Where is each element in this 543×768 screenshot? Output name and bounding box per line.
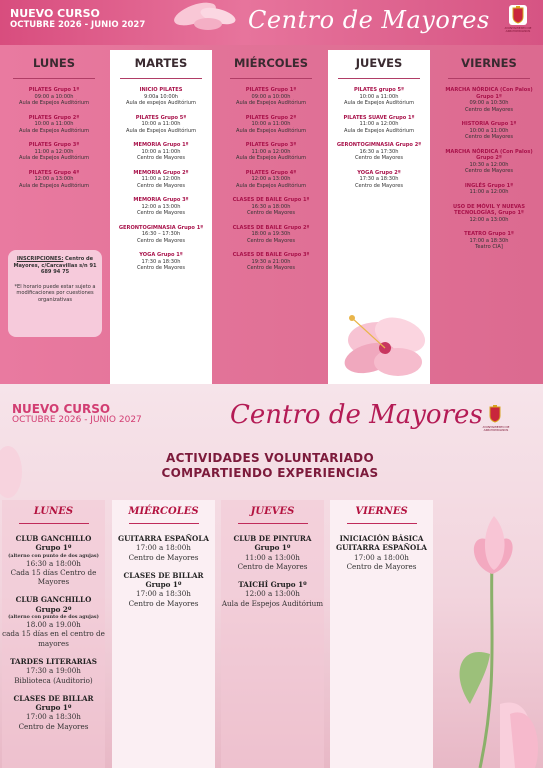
activity-entry (220, 87, 322, 107)
bday-column-miercoles (112, 500, 215, 768)
divider (13, 78, 95, 79)
inscripciones-box (8, 250, 102, 337)
title-line-1: ACTIVIDADES VOLUNTARIADO (166, 451, 374, 465)
activity-detail: Centro de Mayores (464, 106, 514, 113)
activity-detail: Centro de Mayores (136, 210, 186, 216)
activity-entry (3, 142, 105, 162)
activity-title: YOGA Grupo 1º (139, 252, 183, 258)
activity-detail: 10:00 a 11:00h (359, 93, 399, 100)
activity-entry (220, 170, 322, 190)
activity-entry (220, 115, 322, 135)
activity-detail: Aula de Espejos Auditórium (235, 182, 307, 189)
activity-entry (220, 252, 322, 272)
activity-detail: Centro de Mayores (136, 265, 186, 271)
divider (230, 78, 312, 79)
activity-detail: 11:00 a 12:00h (251, 148, 291, 155)
activity-title: MEMORIA Grupo 1º (133, 142, 189, 148)
activity-detail: Centro de Mayores (128, 552, 199, 562)
activity-detail: Biblioteca (Auditorio) (14, 675, 93, 685)
activity-detail: Centro de Mayores (246, 265, 296, 271)
activity-detail: Teatro CIA] (475, 244, 503, 250)
activity-detail: Centro de Mayores (464, 168, 514, 174)
activity-detail: 10:00 a 11:00h (34, 121, 74, 127)
activity-detail: 11:00 a 13:00h (245, 552, 300, 562)
seal-text-bottom: AYUNTAMIENTO DE ARROYOMOLINOS (482, 425, 510, 432)
activity-detail: Aula de Espejos Auditórium (221, 598, 324, 608)
activity-detail: 11:00 a 12:00h (469, 189, 509, 195)
activity-entry (328, 115, 430, 135)
activity-entry (2, 595, 105, 647)
activity-title: MARCHA NÓRDICA (Con Palos) Grupo 1º (445, 87, 533, 100)
activity-title: CLASES DE BAILE Grupo 1º (232, 197, 310, 203)
activity-entry (438, 87, 540, 113)
activity-title: PILATES Grupo 2º (245, 114, 297, 121)
day-column-martes (110, 50, 212, 384)
activity-entry (438, 121, 540, 141)
title-line-2: COMPARTIENDO EXPERIENCIAS (161, 466, 379, 480)
activity-title: PILATES Grupo 4º (245, 169, 297, 176)
activity-detail: Centro de Mayores (18, 721, 89, 731)
activity-title: PILATES Grupo 3º (28, 142, 80, 148)
flower-icon (0, 444, 30, 504)
bday-column-viernes (330, 500, 433, 768)
activity-title: YOGA Grupo 2º (357, 169, 401, 176)
activity-detail: Aula de Espejos Auditórium (18, 182, 90, 189)
bottom-schedule (0, 384, 543, 768)
flower-icon (170, 0, 240, 36)
activity-title: GERONTOGIMNASIA Grupo 2º (336, 142, 422, 148)
activity-detail: 11:00 a 12:00h (141, 176, 181, 182)
activity-detail: Aula de espejos Auditórium (126, 100, 196, 106)
activity-title: CLUB DE PINTURA Grupo 1º (233, 534, 312, 553)
activity-detail: Centro de Mayores (237, 561, 308, 571)
activity-entry (3, 115, 105, 135)
activity-entry (438, 149, 540, 175)
day-heading: LUNES (32, 56, 76, 70)
activity-detail: 11:00 a 12:00h (359, 121, 399, 127)
activity-detail: 16:30 a 18:00h (26, 558, 81, 568)
activity-title: USO DE MÓVIL Y NUEVAS TECNOLOGÍAS, Grupo 1º (452, 203, 526, 216)
activity-detail: Aula de Espejos Auditórium (235, 155, 307, 161)
activity-detail: Centro de Mayores (464, 134, 514, 140)
activity-title: GUITARRA ESPAÑOLA (118, 534, 209, 543)
brand-title-bottom: Centro de Mayores (230, 400, 483, 430)
bday-column-jueves (221, 500, 324, 768)
activity-title: CLASES DE BAILE Grupo 3º (232, 252, 310, 258)
activity-note: (alterno con punto de dos agujas) (8, 614, 99, 621)
activity-title: TEATRO Grupo 1º (464, 231, 514, 237)
activity-title: TAICHÍ Grupo 1º (238, 580, 307, 590)
activity-detail: 18:00 a 19:30h (251, 231, 291, 237)
activity-entry (220, 197, 322, 217)
actividades-title (120, 451, 420, 481)
fechas-bottom: OCTUBRE 2026 - JUNIO 2027 (12, 415, 142, 425)
divider (347, 523, 417, 524)
day-heading: MARTES (134, 56, 188, 70)
nota: *El horario puede estar sujeto a modificaciones por cuestiones organizativas (14, 283, 96, 303)
activity-title: MARCHA NÓRDICA (Con Palos) Grupo 2º (445, 148, 533, 161)
day-heading: JUEVES (355, 56, 403, 70)
activity-detail: Aula de Espejos Auditórium (343, 100, 415, 106)
activity-detail: Aula de Espejos Auditórium (125, 127, 197, 134)
activity-entry (438, 183, 540, 196)
activity-detail: 17:00 a 18:00h (136, 543, 191, 553)
activity-detail: 17:30 a 18:30h (141, 258, 181, 265)
day-heading: LUNES (33, 506, 74, 517)
activity-entry (112, 534, 215, 562)
activity-detail: 9:00a 10:00h (143, 93, 179, 100)
activity-entry (328, 170, 430, 190)
activity-title: GERONTOGIMNASIA Grupo 1º (118, 224, 204, 231)
activity-detail: 10:30 a 12:00h (469, 161, 509, 168)
activity-detail: 10:00 a 11:00h (251, 121, 291, 127)
activity-title: CLUB GANCHILLO Grupo 1º (15, 534, 92, 553)
activity-detail: Centro de Mayores (136, 155, 186, 161)
seal-icon (509, 5, 527, 25)
activity-detail: 16:30 a 18:00h (251, 203, 291, 210)
activity-detail: 17:30 a 18:30h (359, 176, 399, 182)
activity-entry (2, 534, 105, 586)
nuevo-curso: NUEVO CURSO (10, 7, 100, 20)
divider (238, 523, 308, 524)
divider (120, 78, 202, 79)
activity-detail: 12:00 a 13:00h (141, 203, 181, 210)
activity-entry (220, 142, 322, 162)
activity-entry (110, 115, 212, 135)
activity-detail: 10:00 a 11:00h (141, 148, 181, 155)
day-column-miercoles (220, 50, 322, 384)
activity-entry (438, 204, 540, 224)
activity-entry (112, 571, 215, 608)
divider (448, 78, 530, 79)
activity-title: INGLÉS Grupo 1º (464, 182, 514, 189)
activity-detail: Centro de Mayores (136, 237, 186, 244)
activity-detail: Aula de Espejos Auditórium (18, 155, 90, 161)
activity-detail: Aula de Espejos Auditórium (235, 100, 307, 106)
activity-entry (330, 534, 433, 571)
activity-title: TARDES LITERARIAS (10, 656, 97, 666)
activity-entry (328, 142, 430, 162)
nuevo-curso-bottom: NUEVO CURSO (12, 402, 111, 416)
activity-detail: 17:00 a 18:30h (469, 237, 509, 244)
activity-detail: 17:00 a 18:30h (136, 589, 191, 599)
activity-detail: Centro de Mayores (354, 155, 404, 161)
activity-entry (2, 657, 105, 685)
activity-detail: Centro de Mayores (346, 561, 417, 571)
activity-detail: 12:00 a 13:00h (251, 176, 291, 182)
activity-title: INICIO PILATES (139, 87, 183, 93)
activity-title: PILATES Grupo 3º (245, 142, 297, 148)
activity-detail: 12:00 a 13:00h (34, 176, 74, 182)
activity-detail: Aula de Espejos Auditórium (343, 127, 415, 134)
brand-title: Centro de Mayores (248, 6, 490, 34)
divider (338, 78, 420, 79)
bday-column-lunes (2, 500, 105, 768)
activity-title: CLUB GANCHILLO Grupo 2º (15, 595, 92, 614)
activity-entry (221, 580, 324, 608)
day-heading: MIÉRCOLES (233, 56, 309, 70)
activity-entry (110, 142, 212, 162)
activity-detail: Centro de Mayores (246, 210, 296, 216)
activity-detail: Aula de Espejos Auditórium (235, 127, 307, 134)
activity-detail: 17:00 a 18:30h (26, 712, 81, 722)
activity-title: PILATES Grupo 2º (28, 114, 80, 121)
activity-detail: 09:00 a 10:00h (251, 93, 291, 100)
activity-entry (110, 225, 212, 245)
activity-title: HISTORIA Grupo 1º (461, 121, 517, 127)
activity-title: MEMORIA Grupo 2º (133, 169, 189, 176)
activity-note: (alterno con punto de dos agujas) (8, 552, 99, 559)
inscripciones-label: INSCRIPCIONES: (16, 256, 64, 262)
day-heading: MIÉRCOLES (128, 506, 199, 517)
activity-title: PILATES Grupo 1º (28, 87, 80, 93)
day-heading: VIERNES (461, 56, 517, 70)
activity-detail: cada 15 días en el centro de mayores (2, 629, 105, 648)
activity-detail: Centro de Mayores (246, 237, 296, 244)
activity-detail: 16:30 – 17:30h (141, 231, 181, 237)
activity-detail: 17:30 a 19:00h (26, 666, 81, 676)
activity-title: PILATES Grupo 1º (245, 87, 297, 93)
day-heading: VIERNES (355, 506, 408, 517)
divider (129, 523, 199, 524)
activity-entry (328, 87, 430, 107)
activity-entry (110, 170, 212, 190)
activity-detail: 12:00 a 13:00h (245, 589, 300, 599)
activity-title: PILATES grupo 5º (354, 87, 404, 93)
activity-detail: 10:00 a 11:00h (141, 121, 181, 127)
fechas: OCTUBRE 2026 - JUNIO 2027 (10, 20, 146, 30)
activity-entry (2, 694, 105, 731)
seal-icon (486, 404, 504, 424)
activity-entry (221, 534, 324, 571)
activity-detail: Centro de Mayores (136, 182, 186, 189)
activity-entry (438, 231, 540, 251)
day-column-viernes (438, 50, 540, 384)
activity-title: PILATES Grupo 5º (135, 114, 187, 121)
activity-detail: 19:30 a 21:00h (251, 258, 291, 265)
activity-title: CLASES DE BILLAR Grupo 1º (13, 693, 94, 713)
activity-detail: 18.00 a 19.00h (26, 620, 81, 630)
activity-detail: 10:00 a 11:00h (469, 127, 509, 134)
flower-icon (330, 300, 440, 384)
activity-title: PILATES SUAVE Grupo 1º (343, 114, 415, 121)
activity-entry (110, 252, 212, 272)
activity-detail: Aula de Espejos Auditórium (18, 100, 90, 106)
activity-detail: Aula de Espejos Auditórium (18, 127, 90, 134)
activity-detail: 12:00 a 13:00h (469, 216, 509, 223)
activity-detail: Cada 15 días Centro de Mayores (10, 567, 97, 587)
day-heading: JUEVES (250, 506, 295, 517)
activity-title: MEMORIA Grupo 3º (133, 197, 189, 203)
activity-title: CLASES DE BILLAR Grupo 1º (123, 570, 204, 590)
seal-text: AYUNTAMIENTO DE ARROYOMOLINOS (504, 26, 532, 33)
activity-detail: 17:00 a 18:00h (354, 552, 409, 562)
activity-detail: 11:00 a 12:00h (34, 148, 74, 155)
divider (19, 523, 89, 524)
activity-detail: 09:00 a 10:30h (469, 100, 509, 106)
activity-detail: 09:00 a 10:00h (34, 93, 74, 100)
activity-title: INICIACIÓN BÁSICA GUITARRA ESPAÑOLA (336, 534, 427, 553)
activity-entry (3, 87, 105, 107)
activity-entry (3, 170, 105, 190)
activity-detail: Centro de Mayores (128, 598, 199, 608)
inscripciones-text: Centro de Mayores, c/Carcavillas s/n 91 689 94 75 (13, 256, 97, 275)
activity-title: CLASES DE BAILE Grupo 2º (232, 224, 310, 231)
activity-detail: Centro de Mayores (354, 182, 404, 189)
activity-title: PILATES Grupo 4º (28, 169, 80, 176)
flower-icon (440, 504, 543, 768)
activity-entry (110, 197, 212, 217)
activity-entry (220, 225, 322, 245)
activity-detail: 16:30 a 17:30h (359, 148, 399, 155)
activity-entry (110, 87, 212, 107)
